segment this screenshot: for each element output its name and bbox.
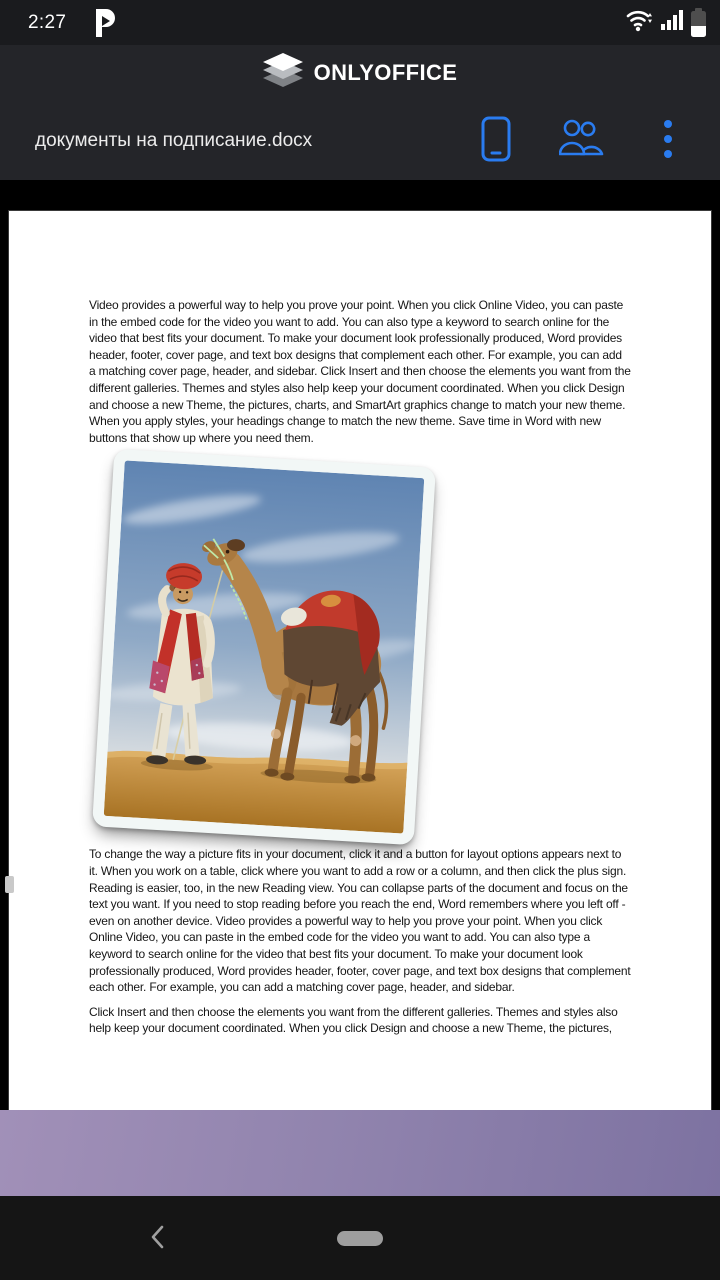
notification-p-icon [92,8,118,38]
paragraph: Click Insert and then choose the elements you want from the different galleries. Themes and styles also help keep your document coordinated. When you click Design and choose a new Theme, the pictures, [89,1004,618,1036]
document-page[interactable] [9,211,711,1110]
back-button[interactable] [142,1216,172,1260]
paragraph: To change the way a picture fits in your document, click it and a button for layout options appears next to it. When you work on a table, click where you want to add a row or a column, and then click the plus sign. Reading is easier, too, in the new Reading view. You can collapse parts of the document and focus on the text you want. If you need to stop reading before you reach the end, Word remembers where you left off - even on another device. Video provides a powerful way to help you prove your point. When you click Online Video, you can paste in the embed code for the video you want to add. You can also type a keyword to search online for the video that best fits your document. To make your document look professionally produced, Word provides header, footer, cover page, and text box designs that complement each other. For example, you can add a matching cover page, header, and sidebar. [89,847,631,995]
overflow-menu-button[interactable] [642,113,694,169]
toolbar-actions [470,101,694,180]
photo-block[interactable] [89,454,631,836]
app-header [0,45,720,180]
onlyoffice-logo-icon [263,53,303,94]
collaborators-button[interactable] [556,113,608,169]
paragraph: Video provides a powerful way to help you prove your point. When you click Online Video, you can paste in the embed code for the video you want to add. You can also type a keyword to search online for the video that best fits your document. To make your document look professionally produced, Word provides header, footer, cover page, and text box designs that complement each other. For example, you can add a matching cover page, header, and sidebar. Click Insert and then choose the elements you want from the different galleries. Themes and styles also help keep your document coordinated. When you click Design and choose a new Theme, the pictures, charts, and SmartArt graphics change to match your new theme. When you apply styles, your headings change to match the new theme. Save time in Word with new buttons that show up where you need them. [89,298,631,445]
mobile-view-icon [481,116,511,165]
wallpaper-band [0,1110,720,1196]
signal-icon [660,7,684,38]
navigation-bar [0,1196,720,1280]
back-icon [149,1224,165,1253]
camel-photo[interactable] [92,449,436,845]
clock: 2:27 [28,11,67,33]
document-title: документы на подписание.docx [35,129,313,151]
overflow-menu-icon [663,119,673,162]
scroll-indicator[interactable] [5,876,14,893]
brand-row [0,45,720,101]
home-pill[interactable] [337,1231,383,1246]
brand-name: ONLYOFFICE [313,60,458,85]
mobile-view-button[interactable] [470,113,522,169]
status-indicators [626,0,706,45]
collaborators-icon [559,119,605,162]
document-canvas[interactable] [0,180,720,1110]
wifi-icon [626,7,653,38]
status-bar [0,0,720,45]
battery-icon [691,8,706,37]
